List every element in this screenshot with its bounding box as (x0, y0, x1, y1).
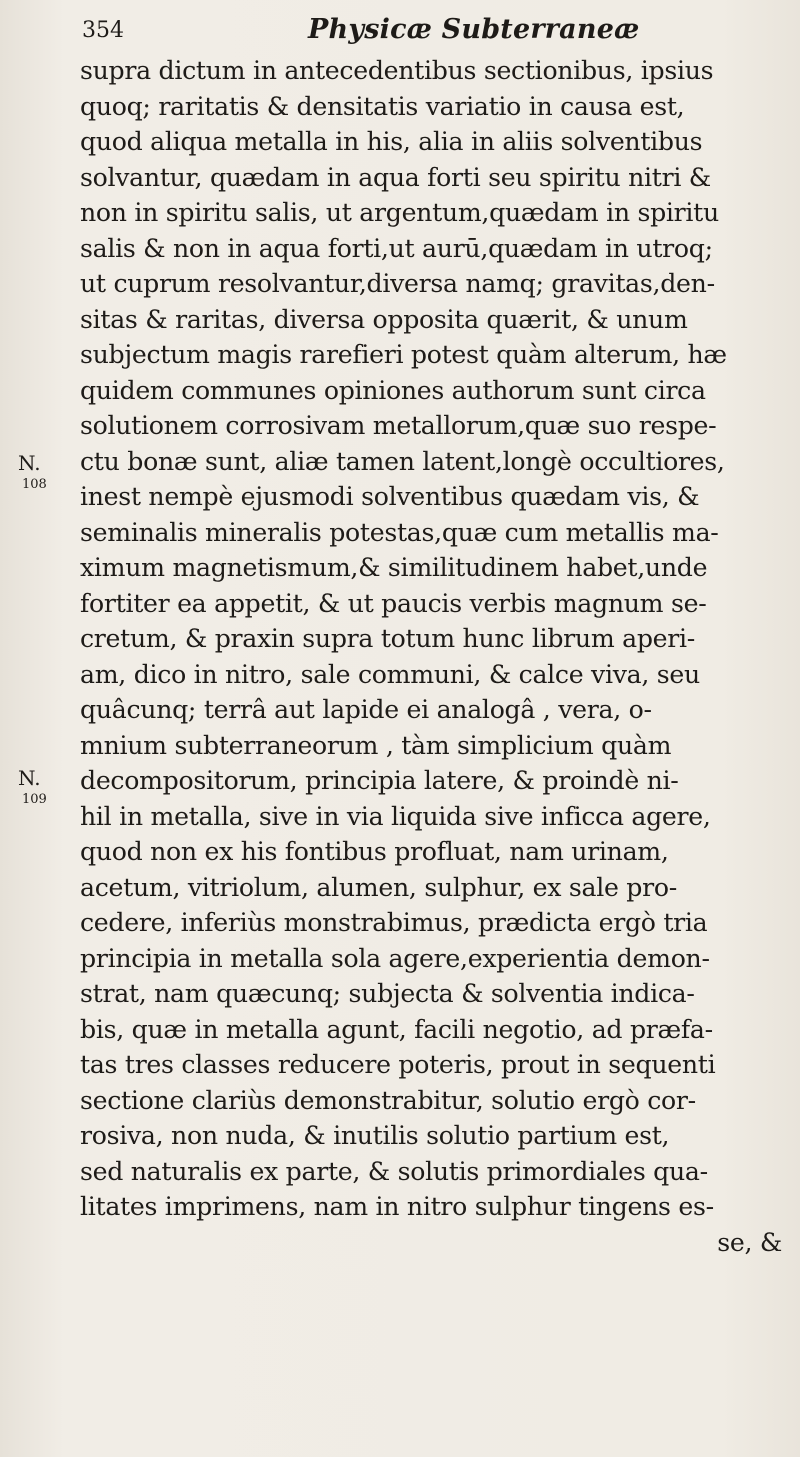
running-title: Physicæ Subterraneæ (308, 14, 640, 45)
text-line: decompositorum, principia latere, & proindè ni- (80, 766, 679, 795)
text-line: sed naturalis ex parte, & solutis primordiales qua- (80, 1156, 708, 1186)
text-line: seminalis mineralis potestas,quæ cum metallis ma- (80, 517, 719, 547)
text-line: sitas & raritas, diversa opposita quærit, & unum (80, 304, 688, 334)
text-line: acetum, vitriolum, alumen, sulphur, ex sale pro- (80, 872, 677, 902)
text-line: rosiva, non nuda, & inutilis solutio partium est, (80, 1121, 670, 1150)
margin-note-n108 (18, 452, 47, 496)
text-line: ctu bonæ sunt, aliæ tamen latent,longè occultiores, (80, 446, 725, 476)
text-line: non in spiritu salis, ut argentum,quædam in spiritu (80, 198, 719, 227)
text-line: inest nempè ejusmodi solventibus quædam vis, & (80, 482, 700, 511)
text-line: cretum, & praxin supra totum hunc librum aperi- (80, 624, 695, 653)
text-line: am, dico in nitro, sale communi, & calce viva, seu (80, 659, 700, 689)
text-line: mnium subterraneorum , tàm simplicium quàm (80, 730, 672, 760)
text-line: sectione clariùs demonstrabitur, solutio ergò cor- (80, 1085, 696, 1115)
text-line: quâcunq; terrâ aut lapide ei analogâ , vera, o- (80, 695, 652, 724)
margin-note-number: 108 (22, 477, 47, 492)
margin-note-label: N. (18, 451, 41, 475)
text-line: hil in metalla, sive in via liquida sive inficca agere, (80, 801, 711, 831)
text-line: cedere, inferiùs monstrabimus, prædicta ergò tria (80, 908, 708, 937)
running-head (80, 14, 760, 48)
text-line: litates imprimens, nam in nitro sulphur tingens es- (80, 1192, 714, 1221)
text-line: principia in metalla sola agere,experientia demon- (80, 943, 710, 973)
page-number: 354 (82, 18, 124, 43)
text-line: subjectum magis rarefieri potest quàm alterum, hæ (80, 340, 727, 369)
margin-note-n109 (18, 767, 47, 811)
text-line: solvantur, quædam in aqua forti seu spiritu nitri & (80, 162, 711, 192)
text-line: ut cuprum resolvantur,diversa namq; gravitas,den- (80, 269, 715, 298)
text-line: supra dictum in antecedentibus sectionibus, ipsius (80, 56, 714, 85)
catchword: se, & (717, 1227, 782, 1257)
text-line: ximum magnetismum,& similitudinem habet,unde (80, 553, 708, 582)
text-line: tas tres classes reducere poteris, prout in sequenti (80, 1050, 716, 1079)
text-line: salis & non in aqua forti,ut aurū,quædam in utroq; (80, 233, 713, 263)
text-line: quoq; raritatis & densitatis variatio in causa est, (80, 91, 685, 121)
text-line: fortiter ea appetit, & ut paucis verbis magnum se- (80, 588, 707, 618)
text-line: strat, nam quæcunq; subjecta & solventia indica- (80, 979, 695, 1008)
text-line: quod non ex his fontibus profluat, nam urinam, (80, 837, 669, 866)
margin-note-label: N. (18, 766, 41, 790)
body-text (80, 53, 792, 1260)
text-line: quod aliqua metalla in his, alia in aliis solventibus (80, 127, 703, 156)
text-line: solutionem corrosivam metallorum,quæ suo respe- (80, 411, 717, 440)
text-line: bis, quæ in metalla agunt, facili negotio, ad præfa- (80, 1014, 713, 1044)
margin-note-number: 109 (22, 792, 47, 807)
text-line: quidem communes opiniones authorum sunt circa (80, 375, 706, 405)
